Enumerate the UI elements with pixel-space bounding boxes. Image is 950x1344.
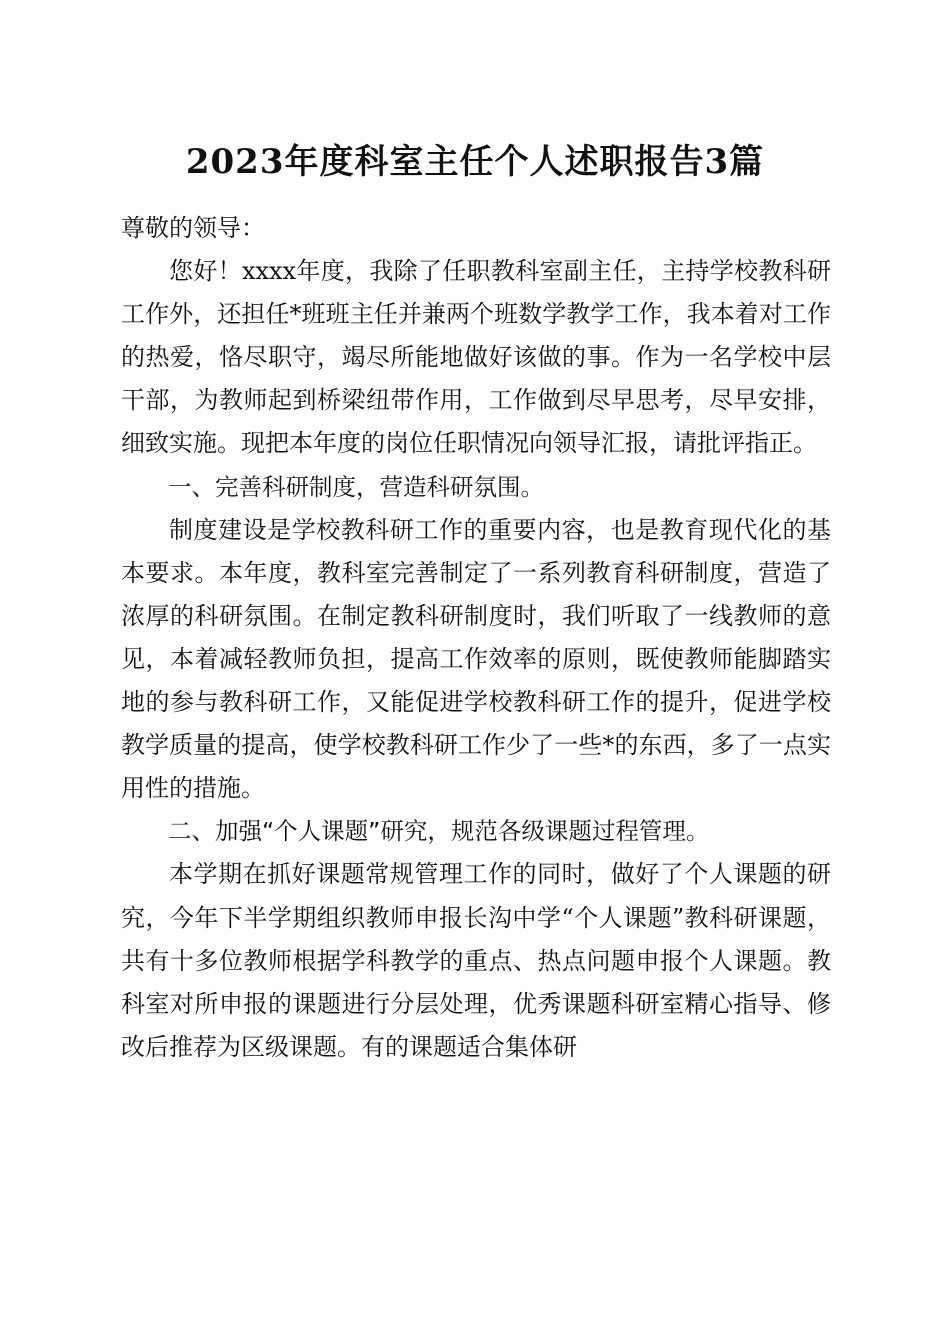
paragraph-intro: 您好！xxxx年度，我除了任职教科室副主任，主持学校教科研工作外，还担任*班班主任并兼两个班数学教学工作，我本着对工作的热爱，恪尽职守，竭尽所能地做好该做的事。作为一名学校中层干部，为教师起到桥梁纽带作用，工作做到尽早思考，尽早安排，细致实施。现把本年度的岗位任职情况向领导汇报，请批评指正。 [121, 257, 831, 458]
section-heading-2: 二、加强“个人课题”研究，规范各级课题过程管理。 [168, 817, 710, 846]
document-title: 2023年度科室主任个人述职报告3篇 [185, 142, 765, 182]
salutation: 尊敬的领导： [121, 214, 265, 242]
paragraph-section-2: 本学期在抓好课题常规管理工作的同时，做好了个人课题的研究，今年下半学期组织教师申报长沟中学“个人课题”教科研课题，共有十多位教师根据学科教学的重点、热点问题申报个人课题。教科室对所申报的课题进行分层处理，优秀课题科研室精心指导、修改后推荐为区级课题。有的课题适合集体研 [121, 860, 831, 1061]
section-heading-1: 一、完善科研制度，营造科研氛围。 [168, 472, 544, 501]
paragraph-section-1: 制度建设是学校教科研工作的重要内容，也是教育现代化的基本要求。本年度，教科室完善制定了一系列教育科研制度，营造了浓厚的科研氛围。在制定教科研制度时，我们听取了一线教师的意见，本着减轻教师负担，提高工作效率的原则，既使教师能脚踏实地的参与教科研工作，又能促进学校教科研工作的提升，促进学校教学质量的提高，使学校教科研工作少了一些*的东西，多了一点实用性的措施。 [121, 515, 831, 803]
document-body [121, 207, 831, 1069]
